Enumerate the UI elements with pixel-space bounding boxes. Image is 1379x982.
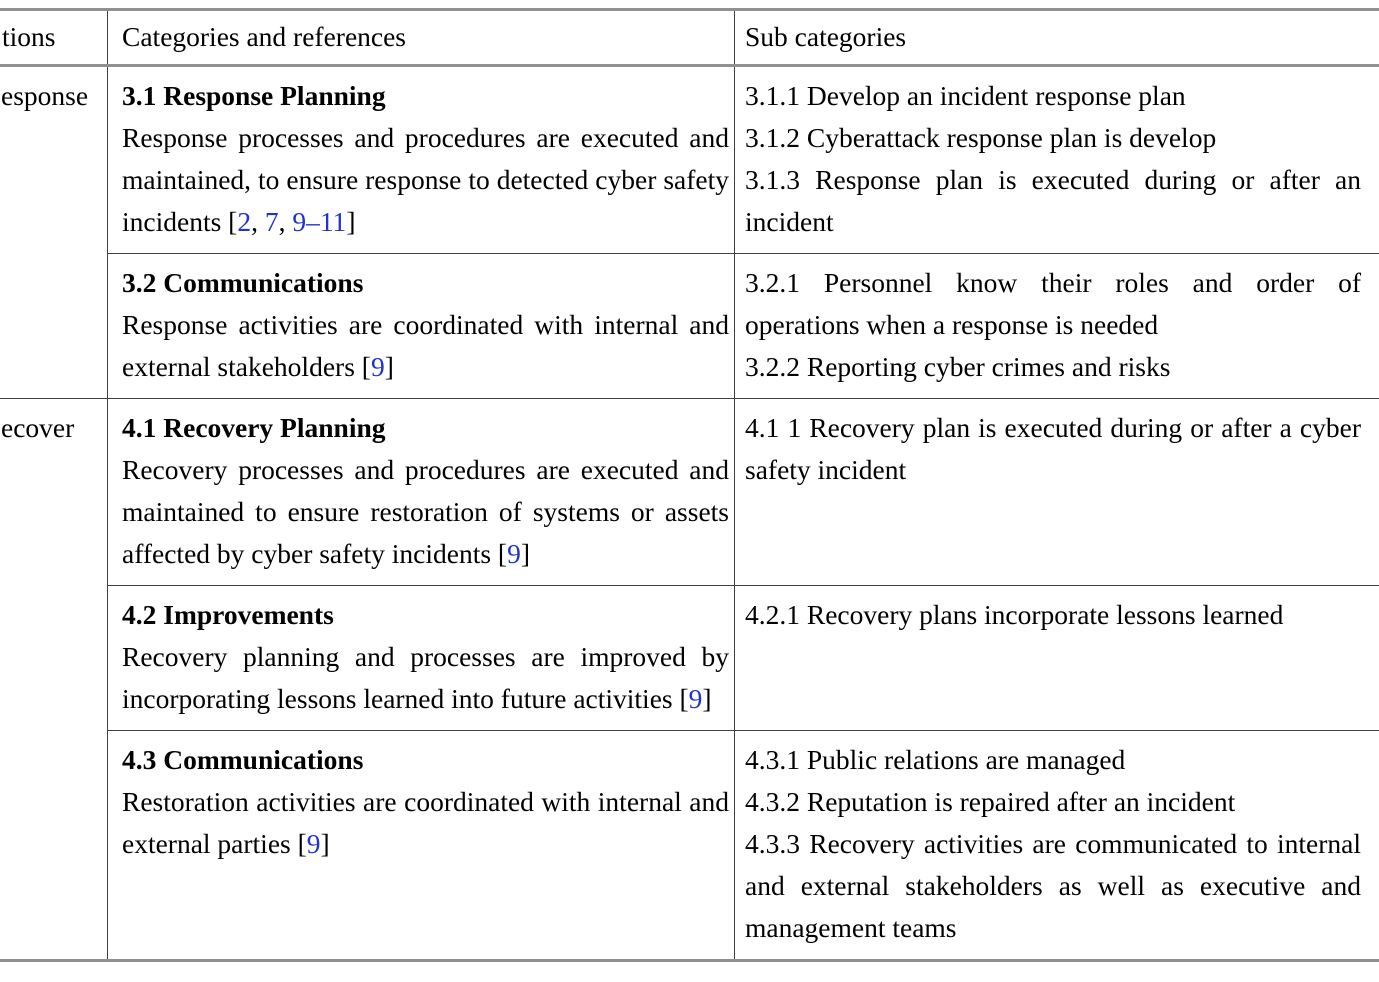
subcategory-cell: [735, 67, 1379, 253]
category-cell: [108, 586, 735, 730]
category-cell: [108, 254, 735, 398]
category-title: 4.3 Communications: [122, 744, 364, 775]
table-row: [108, 254, 1379, 398]
subcategory-item: 4.3.1 Public relations are managed: [745, 744, 1126, 775]
category-title: 3.1 Response Planning: [122, 80, 386, 111]
description-text: ]: [384, 351, 394, 382]
category-description: [122, 636, 729, 720]
category-description: [122, 449, 729, 575]
subcategory-item: 4.1 1 Recovery plan is executed during or after a cyber safety incident: [745, 412, 1361, 485]
table-row: [108, 399, 1379, 586]
subcategory-cell: [735, 254, 1379, 398]
subcategory-item: 3.1.1 Develop an incident response plan: [745, 80, 1186, 111]
subcategory-item: 3.2.2 Reporting cyber crimes and risks: [745, 351, 1171, 382]
section-rows: [108, 67, 1379, 398]
subcategory-item: 3.1.3 Response plan is executed during or after an incident: [745, 164, 1361, 237]
subcategory-cell: [735, 586, 1379, 730]
category-cell: [108, 731, 735, 959]
subcategory-item: 4.2.1 Recovery plans incorporate lessons learned: [745, 599, 1284, 630]
citation-link[interactable]: 2: [237, 206, 252, 237]
citation-link[interactable]: 9: [688, 683, 703, 714]
category-description: [122, 117, 729, 243]
citation-link[interactable]: 9: [507, 538, 521, 569]
citation-link[interactable]: 7: [264, 206, 279, 237]
description-text: ]: [520, 538, 531, 569]
section-rows: [108, 399, 1379, 959]
citation-link[interactable]: 9–11: [292, 206, 347, 237]
header-functions: tions: [0, 11, 108, 64]
category-title: 4.2 Improvements: [122, 599, 334, 630]
header-subcategories: Sub categories: [745, 21, 907, 52]
subcategory-item: 3.2.1 Personnel know their roles and order of operations when a response is needed: [745, 267, 1361, 340]
description-text: ,: [278, 206, 293, 237]
table-row: [108, 67, 1379, 254]
subcategory-item: 4.3.3 Recovery activities are communicated to internal and external stakeholders as well as executive and management teams: [745, 828, 1361, 943]
table-row: [108, 586, 1379, 731]
citation-link[interactable]: 9: [370, 351, 385, 382]
category-description: [122, 304, 729, 388]
description-text: Restoration activities are coordinated with internal and external parties [: [122, 786, 729, 859]
category-title: 4.1 Recovery Planning: [122, 412, 386, 443]
citation-link[interactable]: 9: [306, 828, 321, 859]
description-text: ]: [346, 206, 356, 237]
description-text: ]: [320, 828, 330, 859]
table-header-row: [0, 11, 1379, 67]
description-text: ,: [251, 206, 265, 237]
function-cell: ecover: [0, 399, 108, 959]
table-body: [0, 67, 1379, 959]
description-text: Response activities are coordinated with internal and external stakeholders [: [122, 309, 729, 382]
description-text: ]: [702, 683, 712, 714]
subcategory-cell: [735, 731, 1379, 959]
subcategory-item: 4.3.2 Reputation is repaired after an incident: [745, 786, 1236, 817]
table-section: [0, 67, 1379, 399]
table-section: [0, 399, 1379, 959]
category-cell: [108, 399, 735, 585]
category-cell: [108, 67, 735, 253]
description-text: Recovery processes and procedures are executed and maintained to ensure restoration of systems or assets affected by cyber safety incidents [: [122, 454, 729, 569]
category-description: [122, 781, 729, 865]
header-categories: Categories and references: [108, 11, 735, 64]
category-title: 3.2 Communications: [122, 267, 364, 298]
description-text: Response processes and procedures are executed and maintained, to ensure response to detected cyber safety incidents [: [122, 122, 729, 237]
description-text: Recovery planning and processes are improved by incorporating lessons learned into future activities [: [122, 641, 729, 714]
paper-table: [0, 8, 1379, 962]
table-row: [108, 731, 1379, 959]
function-cell: esponse: [0, 67, 108, 398]
subcategory-item: 3.1.2 Cyberattack response plan is develop: [745, 122, 1217, 153]
subcategory-cell: [735, 399, 1379, 585]
